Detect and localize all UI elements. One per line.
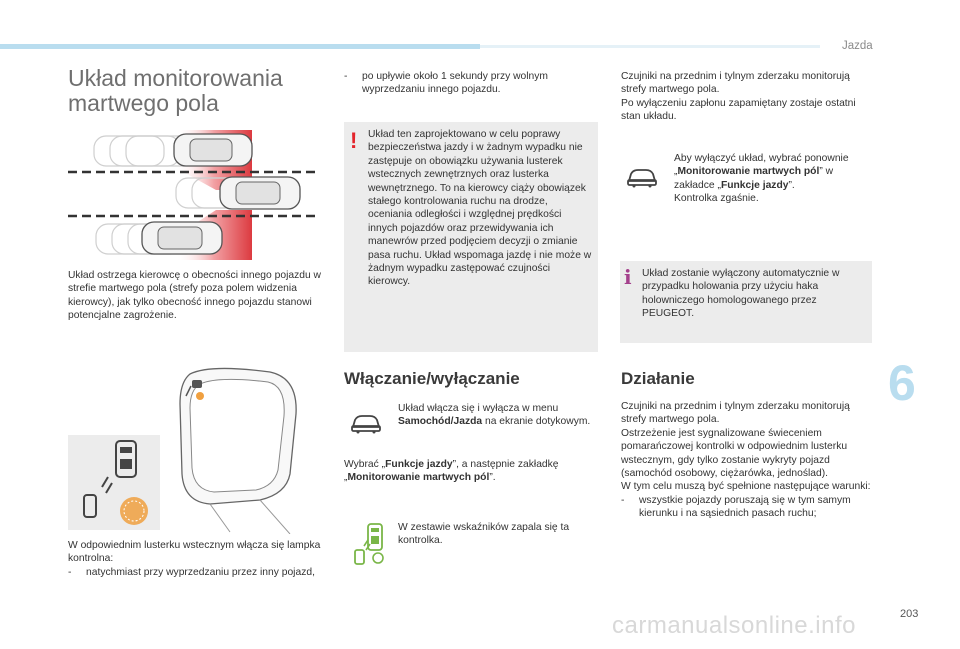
car-menu-icon	[350, 412, 382, 434]
right-off-bold2: Funkcje jazdy	[720, 179, 789, 191]
lamp-item-1-text: natychmiast przy wyprzedzaniu przez inny pojazd,	[86, 566, 315, 578]
lower-car	[142, 222, 222, 254]
dash: -	[68, 566, 72, 578]
onoff-menu-pre: Układ włącza się i wyłącza w menu	[398, 403, 559, 414]
dash: -	[621, 494, 625, 506]
blind-spot-lamp-icon	[68, 435, 160, 530]
header-bar	[0, 44, 480, 49]
header-bar-light	[480, 45, 820, 48]
middle-car	[220, 177, 300, 209]
info-text: Układ zostanie wyłączony automatycznie w przypadku holowania przy użyciu haka holowniczego homologowanego przez PEUGEOT.	[642, 268, 840, 320]
page-number: 203	[900, 608, 919, 620]
right-off-text	[674, 152, 866, 206]
onoff-menu-text	[398, 402, 594, 429]
operation-p2: Ostrzeżenie jest sygnalizowane świeceniem pomarańczowej kontrolki w odpowiednim lusterku wstecznym, gdy tylko zostanie wykryty pojazd (samochód osobowy, ciężarówka, jednoślad).	[621, 427, 848, 480]
lamp-lead-text: W odpowiednim lusterku wstecznym włącza się lampka kontrolna:	[68, 540, 321, 565]
blind-spot-illustration	[66, 124, 324, 264]
chapter-number: 6	[888, 355, 916, 411]
intro-paragraph: Układ ostrzega kierowcę o obecności innego pojazdu w strefie martwego pola (strefy poza polem widzenia kierowcy), jak tylko obecność innego pojazdu stanowi potencjalne zagrożenie.	[68, 270, 321, 322]
operation-item-text: wszystkie pojazdy poruszają się w tym samym kierunku i na sąsiednich pasach ruchu;	[639, 494, 851, 520]
onoff-select-pre: Wybrać „	[344, 459, 386, 470]
warning-icon: !	[350, 128, 358, 153]
info-icon: i	[624, 265, 632, 289]
onoff-select-bold2: Monitorowanie martwych pól	[347, 472, 490, 484]
right-sensors: Czujniki na przednim i tylnym zderzaku monitorują strefy martwego pola.	[621, 71, 850, 96]
warning-box	[344, 122, 598, 352]
onoff-heading: Włączanie/wyłączanie	[344, 369, 520, 388]
right-off-mid: ” w zakładce „	[674, 166, 834, 191]
onoff-menu-bold: Samochód/Jazda	[398, 416, 483, 428]
operation-p1: Czujniki na przednim i tylnym zderzaku monitorują strefy martwego pola.	[621, 401, 850, 426]
lamp-icon-panel	[68, 435, 160, 530]
lamp-item-2-text: po upływie około 1 sekundy przy wolnym wyprzedzaniu innego pojazdu.	[362, 71, 549, 96]
lamp-item-1	[68, 566, 330, 579]
section-name: Jazda	[842, 40, 873, 52]
operation-item	[621, 494, 877, 521]
car-menu-icon-2	[626, 166, 658, 188]
onoff-select-bold1: Funkcje jazdy	[385, 459, 453, 470]
operation-body	[621, 400, 877, 521]
dash: -	[344, 71, 348, 82]
lamp-item-2-row	[344, 70, 598, 97]
lamp-lead	[68, 539, 330, 579]
lamp-item-2	[344, 70, 598, 97]
onoff-lamp-text: W zestawie wskaźników zapala się ta kontrolka.	[398, 522, 570, 547]
right-memory: Po wyłączeniu zapłonu zapamiętany zostaje ostatni stan układu.	[621, 98, 856, 123]
onoff-select-mid: ”, a następnie zakładkę „	[344, 459, 559, 484]
onoff-select-text	[344, 458, 600, 485]
info-box	[620, 261, 872, 343]
watermark: carmanualsonline.info	[612, 612, 856, 639]
right-off-bold1: Monitorowanie martwych pól	[677, 166, 820, 178]
onoff-menu-post: na ekranie dotykowym.	[482, 416, 591, 428]
page-title: Układ monitorowania martwego pola	[68, 65, 283, 116]
upper-car	[174, 134, 252, 166]
operation-p3: W tym celu muszą być spełnione następujące warunki:	[621, 481, 871, 493]
right-off-pre: Aby wyłączyć układ, wybrać ponownie „	[674, 153, 849, 178]
warning-text: Układ ten zaprojektowano w celu poprawy bezpieczeństwa jazdy i w żadnym wypadku nie zastępuje on obowiązku używania lusterek wstecznych zewnętrznych oraz lusterka wewnętrznego. To na kierowcy ciąży obowiązek stałego kontrolowania ruchu na drodze, oceniania odległości i względnej prędkości innych pojazdów oraz przewidywania ich manewrów przed podjęciem decyzji o zmianie pasa ruchu. Układ wspomaga jazdę i nie może w żadnym wypadku zastępować czujności kierowcy.	[368, 129, 592, 288]
mirror-illustration	[170, 364, 320, 534]
right-off-lamp: Kontrolka zgaśnie.	[674, 193, 759, 205]
right-off-post: ”.	[788, 179, 795, 191]
onoff-select-post: ”.	[489, 472, 496, 484]
operation-heading: Działanie	[621, 369, 695, 388]
green-lamp-icon	[352, 520, 388, 566]
